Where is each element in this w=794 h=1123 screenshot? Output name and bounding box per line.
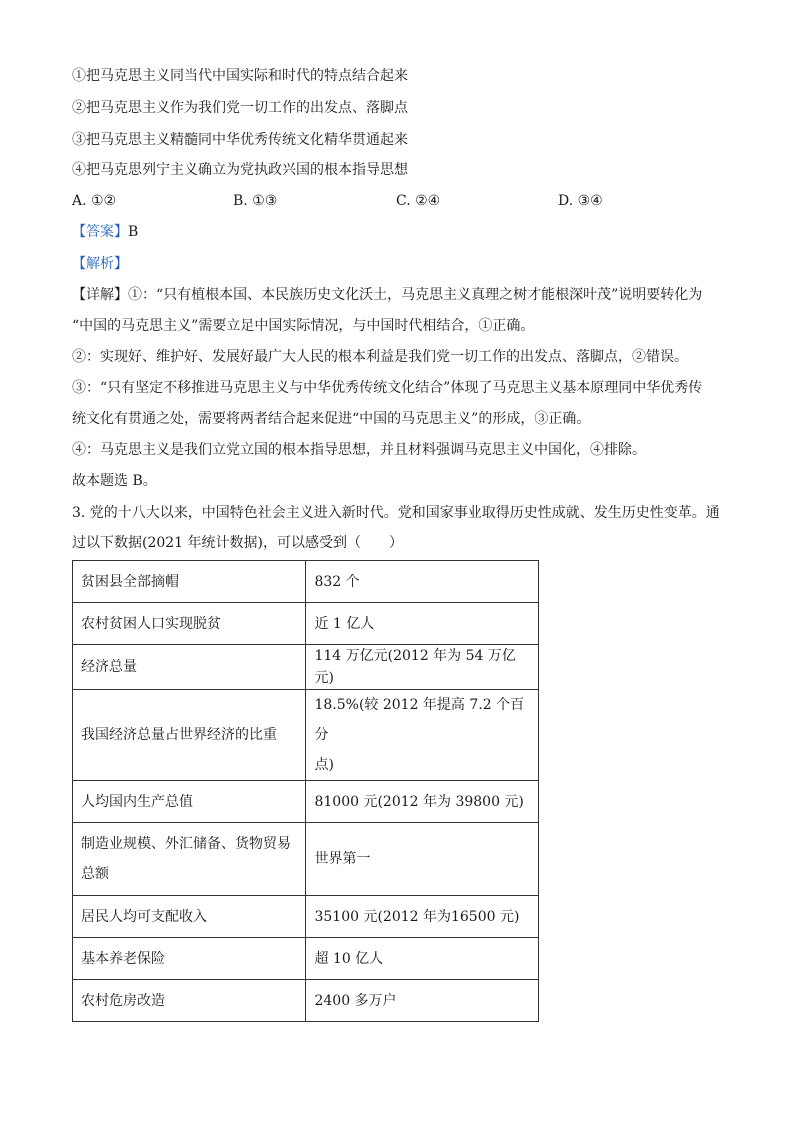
- table-cell-label: 农村危房改造: [73, 980, 306, 1022]
- option-b: B. ①③: [233, 193, 278, 209]
- question-3-line: 过以下数据(2021 年统计数据)，可以感受到（ ）: [72, 535, 404, 551]
- table-cell-label: 农村贫困人口实现脱贫: [73, 603, 306, 645]
- table-row: [73, 896, 539, 938]
- table-row: [73, 823, 539, 896]
- detail-line: ④：马克思主义是我们立党立国的根本指导思想，并且材料强调马克思主义中国化，④排除。: [72, 442, 646, 458]
- table-cell-value: 81000 元(2012 年为 39800 元): [306, 781, 539, 823]
- detail-line: 故本题选 B。: [72, 473, 157, 489]
- table-cell-label: 基本养老保险: [73, 938, 306, 980]
- table-cell-value: 35100 元(2012 年为16500 元): [306, 896, 539, 938]
- answer-label: 【答案】: [72, 224, 128, 240]
- table-cell-value: 世界第一: [306, 823, 539, 896]
- detail-line: 统文化有贯通之处，需要将两者结合起来促进“中国的马克思主义”的形成，③正确。: [72, 411, 591, 427]
- answer-line: [72, 222, 138, 242]
- table-cell-label: 经济总量: [73, 645, 306, 690]
- table-cell-value: 超 10 亿人: [306, 938, 539, 980]
- statement-1: ①把马克思主义同当代中国实际和时代的特点结合起来: [72, 68, 408, 84]
- detail-line: ③：“只有坚定不移推进马克思主义与中华优秀传统文化结合”体现了马克思主义基本原理同中华优秀传: [72, 380, 703, 396]
- detail-line: “中国的马克思主义”需要立足中国实际情况，与中国时代相结合，①正确。: [72, 318, 535, 334]
- table-row: [73, 980, 539, 1022]
- table-cell-label: 制造业规模、外汇储备、货物贸易 总额: [73, 823, 306, 896]
- table-cell-value: 18.5%(较 2012 年提高 7.2 个百分 点): [306, 690, 539, 781]
- table-cell-label: 我国经济总量占世界经济的比重: [73, 690, 306, 781]
- question-3-line: 3. 党的十八大以来，中国特色社会主义进入新时代。党和国家事业取得历史性成就、发生历史性变革。通: [72, 505, 720, 521]
- table-cell-value: 114 万亿元(2012 年为 54 万亿元): [306, 645, 539, 690]
- table-row: [73, 603, 539, 645]
- table-row: [73, 781, 539, 823]
- table-row: [73, 938, 539, 980]
- table-row: [73, 645, 539, 690]
- option-a: A. ①②: [72, 193, 117, 209]
- answer-options: [72, 191, 692, 211]
- table-cell-value: 近 1 亿人: [306, 603, 539, 645]
- table-cell-label: 人均国内生产总值: [73, 781, 306, 823]
- answer-value: B: [128, 224, 139, 240]
- option-c: C. ②④: [396, 193, 441, 209]
- statement-3: ③把马克思主义精髓同中华优秀传统文化精华贯通起来: [72, 132, 408, 148]
- table-cell-label: 贫困县全部摘帽: [73, 561, 306, 603]
- table-row: [73, 690, 539, 781]
- table-cell-value: 2400 多万户: [306, 980, 539, 1022]
- table-row: [73, 561, 539, 603]
- analysis-label: 【解析】: [72, 256, 128, 272]
- table-cell-value: 832 个: [306, 561, 539, 603]
- option-d: D. ③④: [558, 193, 603, 209]
- detail-line: 【详解】①：“只有植根本国、本民族历史文化沃土，马克思主义真理之树才能根深叶茂”说明要转化为: [72, 287, 703, 303]
- detail-line: ②：实现好、维护好、发展好最广大人民的根本利益是我们党一切工作的出发点、落脚点，②错误。: [72, 349, 688, 365]
- table-cell-label: 居民人均可支配收入: [73, 896, 306, 938]
- statistics-table: [72, 560, 539, 1022]
- statement-4: ④把马克思列宁主义确立为党执政兴国的根本指导思想: [72, 162, 408, 178]
- statement-2: ②把马克思主义作为我们党一切工作的出发点、落脚点: [72, 100, 408, 116]
